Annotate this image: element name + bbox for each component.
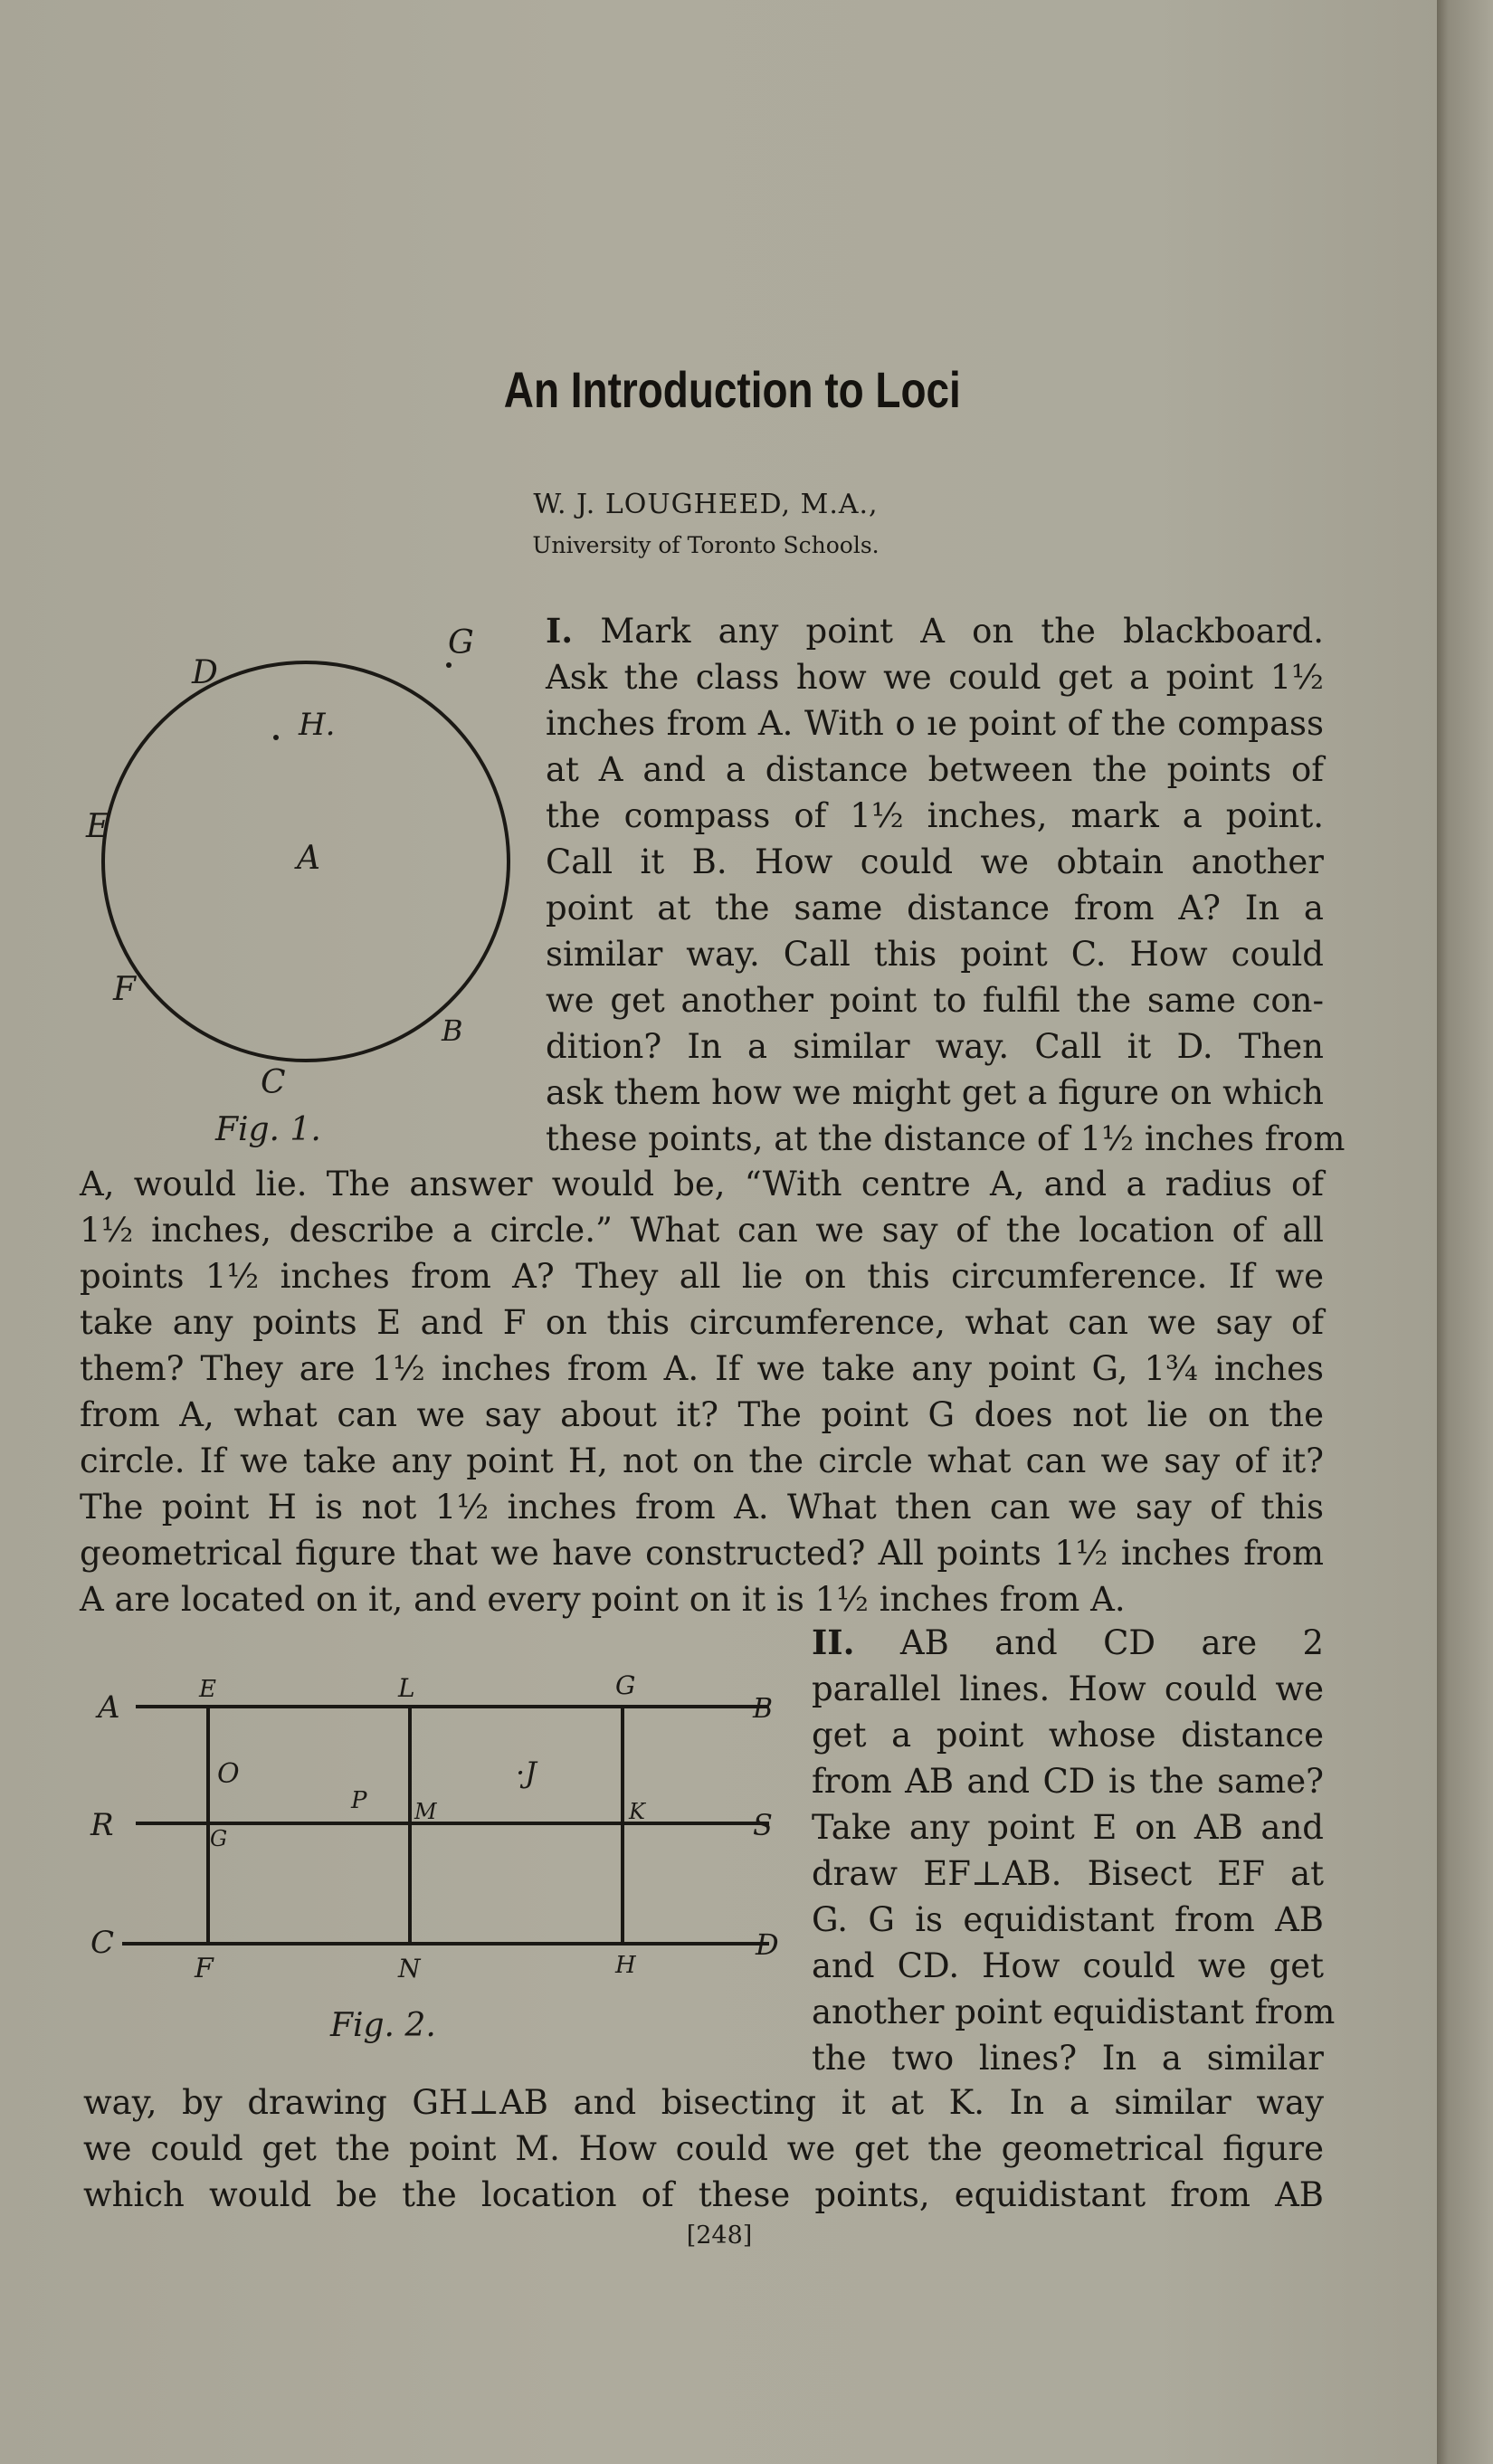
fig2-caption: Fig. 2. xyxy=(330,2007,436,2044)
section-2-line: G. G is equidistant from AB xyxy=(812,1900,1324,1939)
fig2-label-e: E xyxy=(199,1676,216,1703)
section-1-line: the compass of 1½ inches, mark a point. xyxy=(546,796,1324,835)
fig2-label-s: S xyxy=(753,1808,773,1842)
fig2-label-d: D xyxy=(756,1927,779,1962)
section-1-wrapped-text xyxy=(546,608,1346,1162)
section-1-number: I. xyxy=(546,611,574,651)
fig2-label-b: B xyxy=(753,1693,774,1725)
section-1-line: points 1½ inches from A? They all lie on this circumference. If we xyxy=(80,1257,1324,1296)
fig2-label-c: C xyxy=(90,1925,115,1961)
section-1-full-text xyxy=(80,1161,1324,1622)
section-1-line: ask them how we might get a figure on which xyxy=(546,1073,1324,1112)
fig1-label-b: B xyxy=(442,1013,463,1048)
fig2-label-m: M xyxy=(414,1799,437,1824)
fig2-label-j: ·J xyxy=(516,1755,537,1790)
fig1-label-d: D xyxy=(192,654,218,691)
section-2-number: II. xyxy=(812,1622,855,1662)
section-2-line: another point equidistant from xyxy=(812,1993,1336,2031)
section-2-line: way, by drawing GH⊥AB and bisecting it at K. In a similar way xyxy=(83,2083,1324,2122)
section-1-line: 1½ inches, describe a circle.” What can we say of the location of all xyxy=(80,1211,1324,1250)
section-2-line: get a point whose distance xyxy=(812,1716,1324,1755)
page-edge xyxy=(1437,0,1493,2464)
section-1-line: Ask the class how we could get a point 1½ xyxy=(546,658,1324,697)
section-2-wrapped-text xyxy=(812,1620,1336,2081)
fig1-caption: Fig. 1. xyxy=(215,1111,321,1148)
author-name: W. J. LOUGHEED, M.A., xyxy=(533,489,879,520)
author-affiliation: University of Toronto Schools. xyxy=(532,532,880,558)
section-2-line: parallel lines. How could we xyxy=(812,1670,1324,1708)
section-1-line: inches from A. With o ıe point of the compass xyxy=(546,704,1324,743)
section-1-line: Call it B. How could we obtain another xyxy=(546,842,1324,881)
fig2-label-p: P xyxy=(351,1787,367,1814)
fig2-label-h: H xyxy=(615,1952,636,1979)
fig2-label-a: A xyxy=(98,1689,120,1726)
fig1-label-c: C xyxy=(261,1064,286,1101)
fig2-label-o: O xyxy=(217,1758,240,1790)
section-1-line: them? They are 1½ inches from A. If we take any point G, 1¾ inches xyxy=(80,1349,1324,1388)
article-title: An Introduction to Loci xyxy=(503,361,961,418)
section-2-full-text xyxy=(83,2079,1324,2218)
fig2-label-n: N xyxy=(398,1954,421,1984)
section-1-line: we get another point to fulfil the same con- xyxy=(546,981,1324,1020)
section-2-line: AB and CD are 2 xyxy=(854,1623,1324,1662)
section-2-line: which would be the location of these points, equidistant from AB xyxy=(83,2175,1324,2214)
fig1-label-h: H. xyxy=(299,707,336,743)
fig2-label-g: G xyxy=(615,1670,636,1700)
page-number: [248] xyxy=(686,2221,753,2250)
figure-2-parallel-lines xyxy=(81,1665,805,2045)
fig2-label-r: R xyxy=(90,1807,114,1843)
section-2-line: draw EF⊥AB. Bisect EF at xyxy=(812,1854,1324,1893)
section-1-line: point at the same distance from A? In a xyxy=(546,889,1324,928)
section-1-line: these points, at the distance of 1½ inches from xyxy=(546,1119,1346,1158)
section-2-line: Take any point E on AB and xyxy=(812,1808,1324,1847)
section-1-line: from A, what can we say about it? The point G does not lie on the xyxy=(80,1395,1324,1434)
section-1-line: Mark any point A on the blackboard. xyxy=(573,612,1324,651)
section-1-line: dition? In a similar way. Call it D. Then xyxy=(546,1027,1324,1066)
section-1-line: take any points E and F on this circumference, what can we say of xyxy=(80,1303,1324,1342)
fig2-label-f: F xyxy=(195,1953,214,1984)
fig1-label-a: A xyxy=(297,840,320,877)
fig1-label-g: G xyxy=(448,624,474,661)
figure-1-circle xyxy=(81,597,588,1176)
fig1-label-e: E xyxy=(86,808,110,845)
fig2-label-k: K xyxy=(629,1799,645,1824)
section-2-line: we could get the point M. How could we get the geometrical figure xyxy=(83,2129,1324,2168)
section-1-line: circle. If we take any point H, not on the circle what can we say of it? xyxy=(80,1441,1324,1480)
section-1-line: geometrical figure that we have constructed? All points 1½ inches from xyxy=(80,1534,1324,1573)
section-1-line: The point H is not 1½ inches from A. What then can we say of this xyxy=(80,1488,1324,1527)
section-1-line: A are located on it, and every point on it is 1½ inches from A. xyxy=(80,1580,1126,1619)
section-1-line: similar way. Call this point C. How could xyxy=(546,935,1324,974)
section-1-line: A, would lie. The answer would be, “With centre A, and a radius of xyxy=(80,1165,1324,1203)
fig1-label-f: F xyxy=(113,971,136,1008)
fig2-label-g2: G xyxy=(210,1826,228,1851)
section-2-line: from AB and CD is the same? xyxy=(812,1762,1324,1801)
section-1-line: at A and a distance between the points of xyxy=(546,750,1324,789)
section-2-line: the two lines? In a similar xyxy=(812,2039,1324,2078)
section-2-line: and CD. How could we get xyxy=(812,1946,1324,1985)
fig2-label-l: L xyxy=(398,1673,415,1703)
